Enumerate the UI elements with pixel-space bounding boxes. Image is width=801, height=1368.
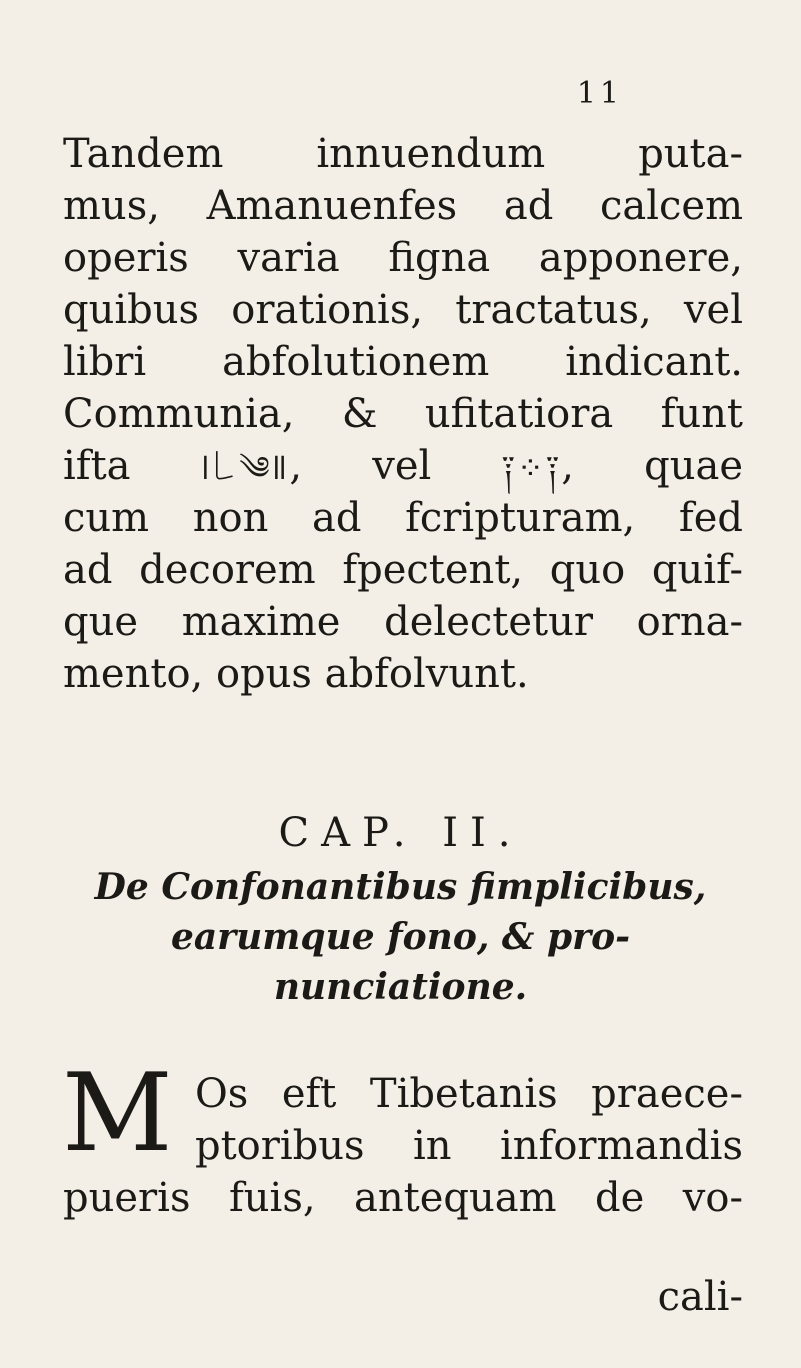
text-line: ptoribus in informandis (195, 1123, 743, 1169)
text-line: pueris fuis, antequam de vo- (63, 1175, 743, 1221)
text-line-with-ornaments (63, 440, 743, 494)
text-span: , quae (561, 443, 743, 489)
text-line: operis varia figna apponere, (63, 235, 743, 281)
text-line: quibus orationis, tractatus, vel (63, 287, 743, 333)
text-line: ad decorem fpectent, quo quif- (63, 547, 743, 593)
drop-capital: M (62, 1051, 173, 1176)
text-span: , vel (289, 443, 432, 489)
chapter-subtitle: nunciatione. (273, 966, 528, 1008)
catchword: cali- (657, 1274, 743, 1320)
text-line: Os eft Tibetanis praece- (195, 1071, 743, 1117)
chapter-subtitle: earumque fono, & pro- (170, 916, 631, 958)
text-line: mento, opus abfolvunt. (63, 651, 529, 697)
text-line: cum non ad fcripturam, fed (63, 495, 743, 541)
chapter-heading: CAP. II. (278, 810, 523, 856)
text-line: libri abfolutionem indicant. (63, 339, 743, 385)
text-line: Tandem innuendum puta- (63, 131, 743, 177)
text-line: mus, Amanuenfes ad calcem (63, 183, 743, 229)
text-line: Communia, & ufitatiora funt (63, 391, 743, 437)
ornament-sign-2: ༑⁘༑ (501, 449, 562, 487)
ornament-sign-1: ǀ꒒༄ǁ (200, 449, 290, 487)
text-span: ifta (63, 443, 131, 489)
chapter-subtitle: De Confonantibus fimplicibus, (94, 866, 707, 908)
page-number: 11 (576, 76, 623, 111)
text-line: que maxime delectetur orna- (63, 599, 743, 645)
